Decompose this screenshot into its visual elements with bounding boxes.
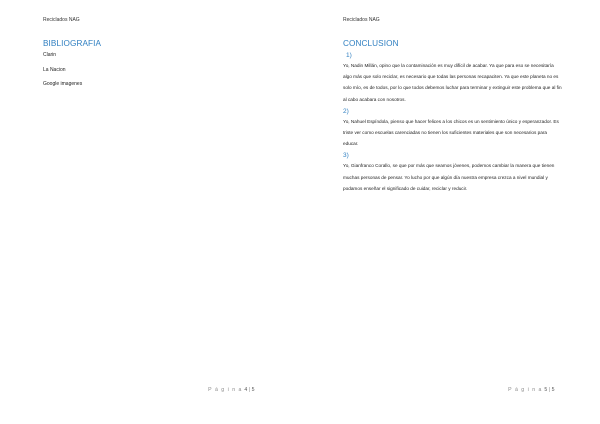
bibliography-item: Google imagenes bbox=[43, 81, 83, 88]
bibliography-item: Clarin bbox=[43, 52, 57, 58]
section-number: 2) bbox=[343, 107, 349, 115]
page-separator: | bbox=[248, 387, 251, 393]
page-word: P á g i n a bbox=[208, 387, 243, 393]
conclusion-body bbox=[343, 52, 563, 197]
page-total: 5 bbox=[251, 387, 255, 393]
page-footer bbox=[508, 387, 555, 393]
bibliography-item: La Nacion bbox=[43, 66, 66, 73]
page-total: 5 bbox=[551, 387, 555, 393]
page-right bbox=[300, 0, 600, 424]
page-footer bbox=[208, 387, 255, 393]
conclusion-heading: CONCLUSION bbox=[343, 39, 399, 48]
section-paragraph: Yo, Gianfranco Corallo, se que por más que seamos jóvenes, podemos cambiar la manera que tienen muchas personas de pensar. Yo lucho por que algún día nuestra empresa crezca a nivel mundial y podamos enseñar el significado de cuidar, reciclar y reducir. bbox=[343, 163, 555, 191]
section-number: 3) bbox=[343, 152, 349, 160]
page-number: 5 bbox=[544, 387, 548, 393]
bibliography-heading: BIBLIOGRAFIA bbox=[43, 39, 102, 48]
running-header: Reciclados NAG bbox=[343, 17, 380, 23]
page-word: P á g i n a bbox=[508, 387, 543, 393]
section-paragraph: Yo, Nadin Millán, opino que la contaminación es muy difícil de acabar. Ya que para eso se necesitaría algo más que solo reciclar, es necesario que todas las personas recapaciten. Ya que este planeta no es solo mío, es de todos, por lo que todos debemos luchar para terminar y extinguir este problema que al fin al cabo acabara con nosotros. bbox=[343, 63, 562, 102]
running-header: Reciclados NAG bbox=[43, 17, 80, 23]
section-paragraph: Yo, Nahuel Espíndola, pienso que hacer felices a los chicos es un sentimiento único y esperanzador. Es triste ver como escuelas carenciadas no tienen los suficientes materiales que son necesarios para educar. bbox=[343, 118, 559, 147]
page-separator: | bbox=[548, 387, 551, 393]
section-number: 1) bbox=[346, 52, 352, 59]
bibliography-list bbox=[43, 52, 82, 96]
page-number: 4 bbox=[244, 387, 248, 393]
